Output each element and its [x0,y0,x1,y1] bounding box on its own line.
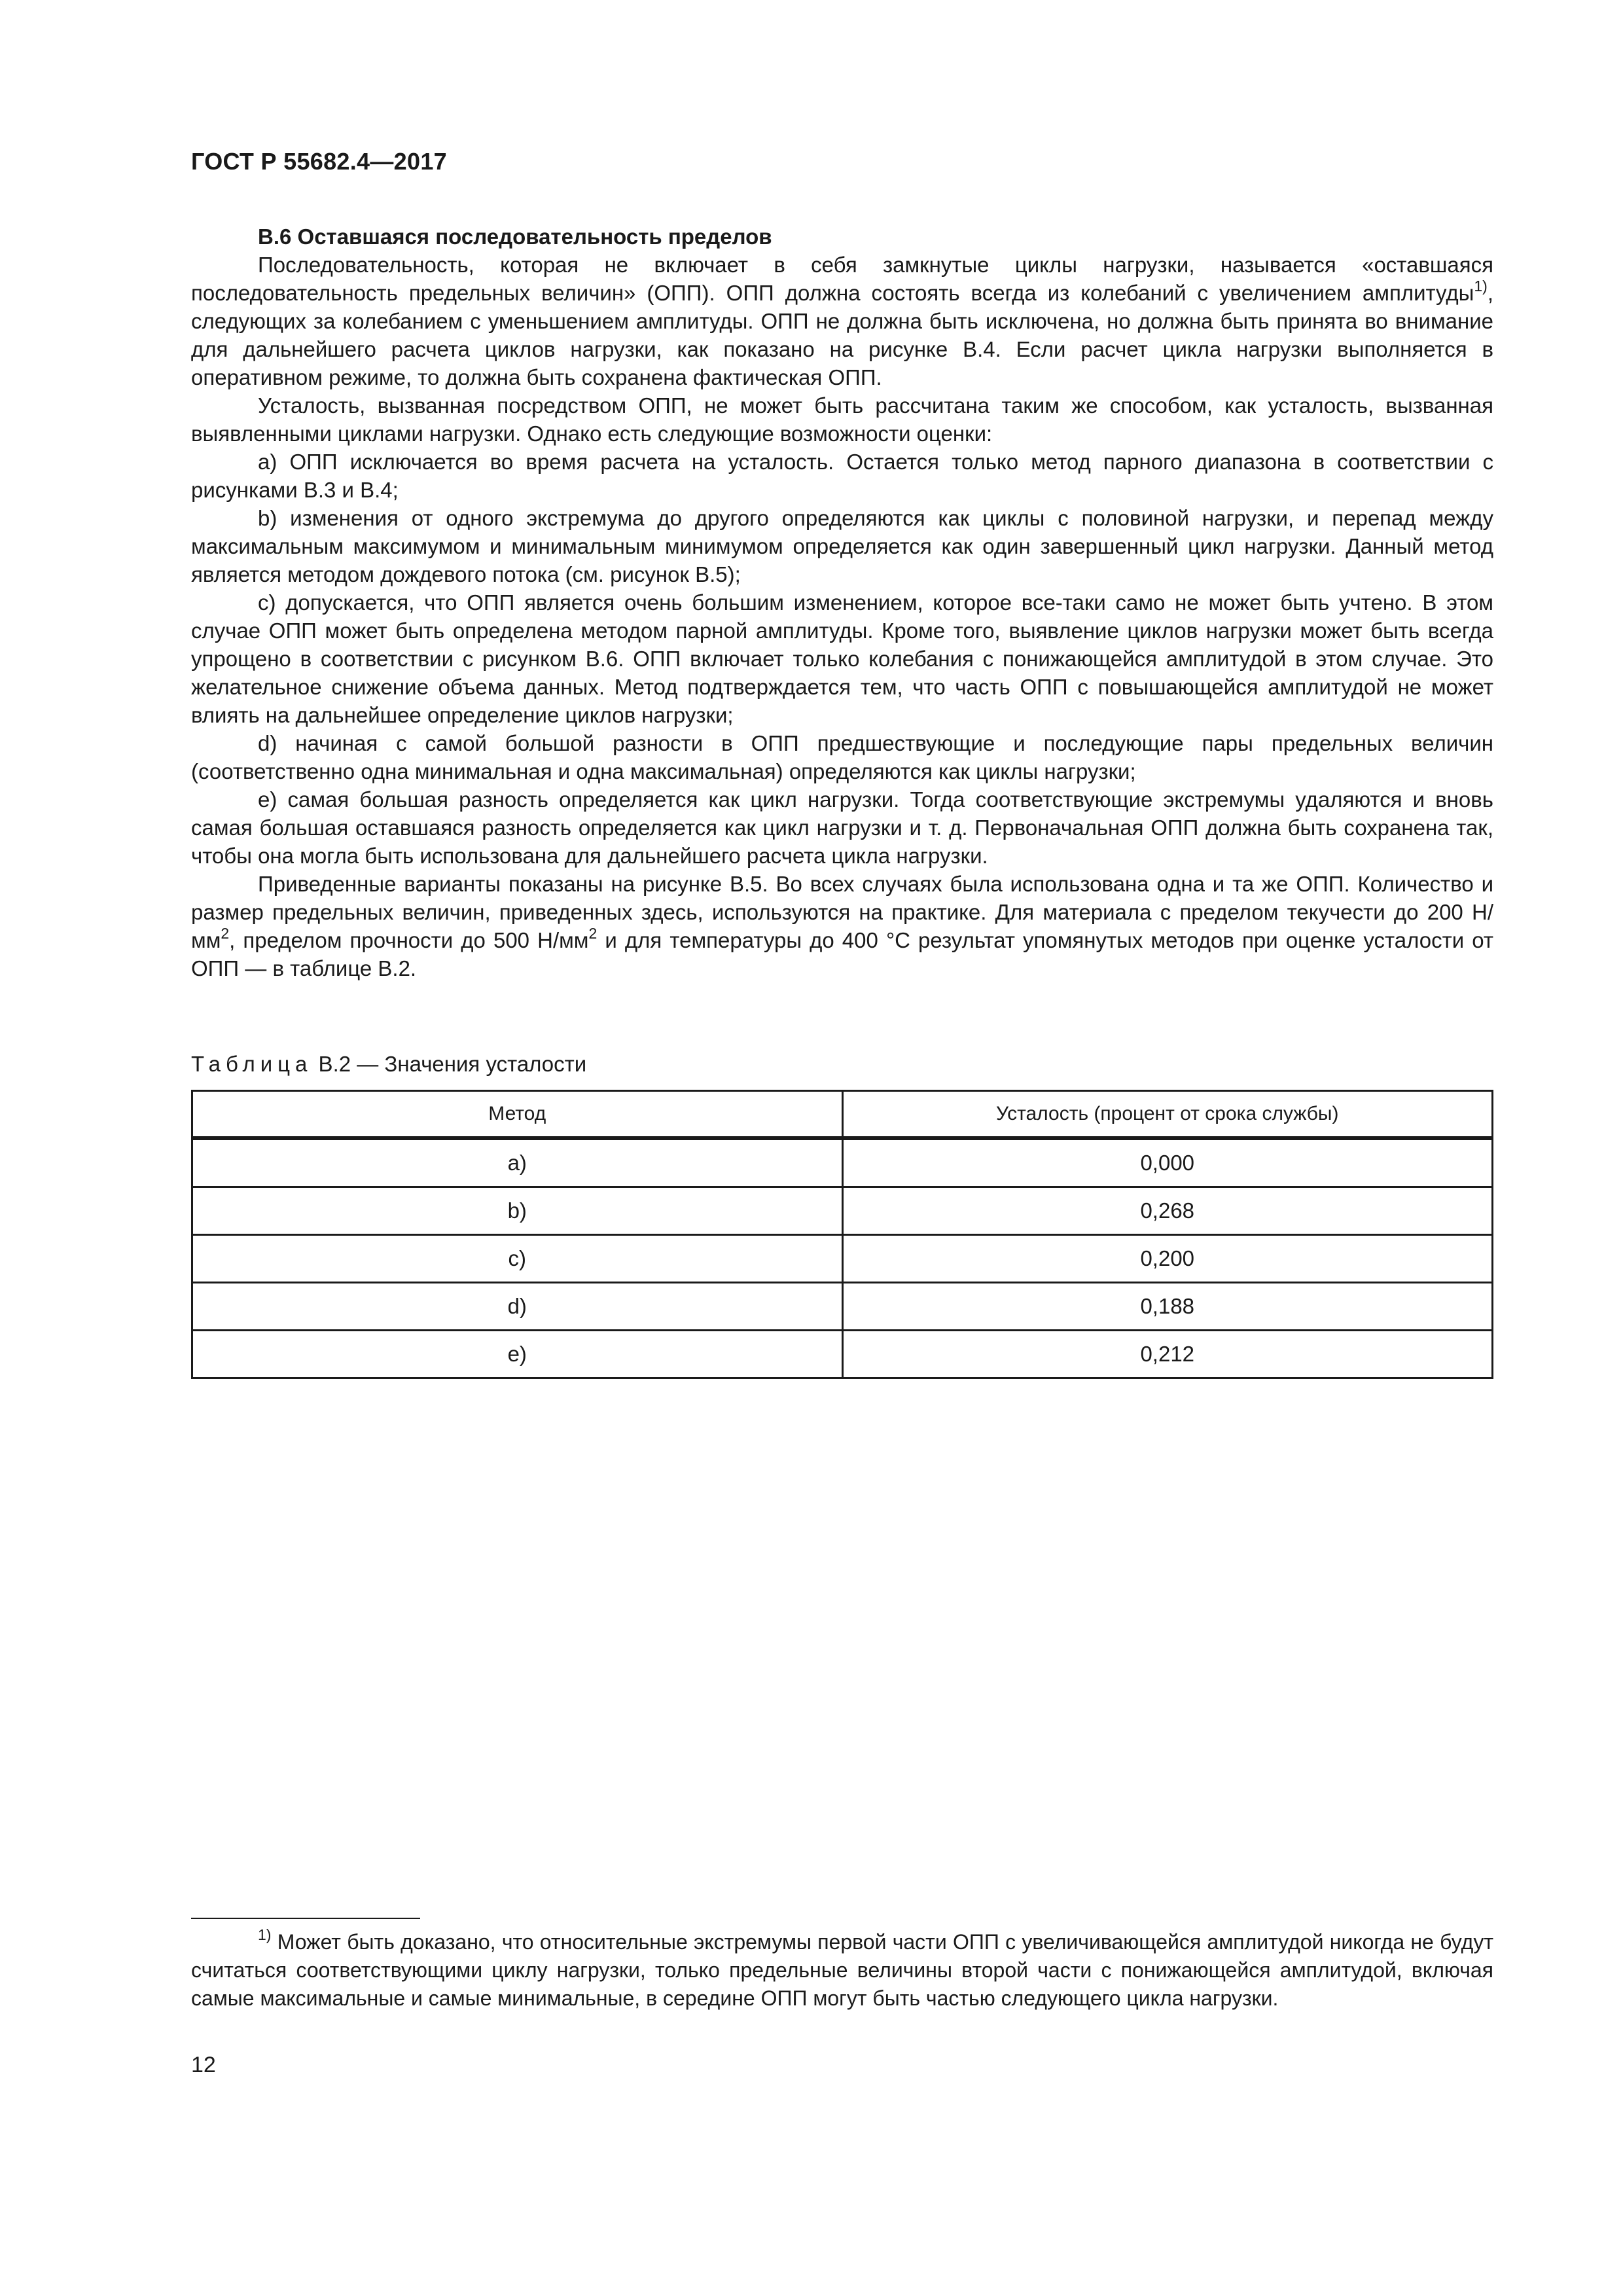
document-body [191,223,1493,982]
list-item-c: c) допускается, что ОПП является очень большим изменением, которое все-таки само не может быть учтено. В этом случае ОПП может быть определена методом парной амплитуды. Кроме того, выявление циклов нагрузки может быть всегда упрощено в соответствии с рисунком В.6. ОПП включает только колебания с понижающейся амплитудой в этом случае. Это желательное снижение объема данных. Метод подтверждается тем, что часть ОПП с повышающейся амплитудой не может влиять на дальнейшее определение циклов нагрузки; [191,590,1493,727]
paragraph-text: Приведенные варианты показаны на рисунке В.5. Во всех случаях была использована одна и та же ОПП. Количество и размер предельных величин, приведенных здесь, используются на практике. Для материала с пределом текучести до 200 Н/мм [191,872,1493,952]
cell-fatigue: 0,000 [842,1138,1493,1187]
page-number: 12 [191,2053,216,2077]
cell-fatigue: 0,268 [842,1187,1493,1235]
table-row [192,1235,1493,1283]
footnote-text: Может быть доказано, что относительные экстремумы первой части ОПП с увеличивающейся амплитудой никогда не будут считаться соответствующими циклу нагрузки, только предельные величины второй части с понижающейся амплитудой, включая самые максимальные и самые минимальные, в середине ОПП могут быть частью следующего цикла нагрузки. [191,1930,1493,2010]
cell-fatigue: 0,200 [842,1235,1493,1283]
table-row [192,1283,1493,1331]
cell-method: e) [192,1331,843,1378]
cell-method: b) [192,1187,843,1235]
table-row [192,1187,1493,1235]
cell-method: a) [192,1138,843,1187]
footnote-marker: 1) [258,1926,272,1944]
fatigue-table [191,1090,1493,1379]
cell-fatigue: 0,212 [842,1331,1493,1378]
table-row [192,1138,1493,1187]
paragraph-variants [191,870,1493,982]
paragraph-fatigue: Усталость, вызванная посредством ОПП, не может быть рассчитана таким же способом, как усталость, вызванная выявленными циклами нагрузки. Однако есть следующие возможности оценки: [191,393,1493,446]
footnote-divider [191,1918,420,1919]
cell-method: c) [192,1235,843,1283]
superscript: 2 [221,925,230,942]
list-item-b: b) изменения от одного экстремума до другого определяются как циклы с половиной нагрузки, и перепад между максимальным максимумом и минимальным минимумом определяется как один завершенный цикл нагрузки. Данный метод является методом дождевого потока (см. рисунок В.5); [191,506,1493,586]
footnote [191,1928,1493,2013]
superscript: 2 [588,925,597,942]
table-caption-text: В.2 — Значения усталости [312,1052,587,1076]
table-header-row [192,1091,1493,1139]
paragraph-text: Последовательность, которая не включает в себя замкнутые циклы нагрузки, называется «оставшаяся последовательность предельных величин» (ОПП). ОПП должна состоять всегда из колебаний с увеличением амплитуды [191,253,1493,305]
cell-method: d) [192,1283,843,1331]
footnote-reference: 1) [1474,278,1488,295]
paragraph-text: , пределом прочности до 500 Н/мм [229,928,589,952]
footnote-paragraph [191,1928,1493,2013]
column-header-fatigue: Усталость (процент от срока службы) [842,1091,1493,1139]
table-caption [191,1050,586,1078]
column-header-method: Метод [192,1091,843,1139]
table-row [192,1331,1493,1378]
paragraph-text: и для температуры до 400 °С результат упомянутых методов при оценке усталости от ОПП — в таблице В.2. [191,928,1493,980]
paragraph-opp-definition [191,251,1493,391]
table-caption-label: Таблица [191,1052,313,1076]
list-item-a: a) ОПП исключается во время расчета на усталость. Остается только метод парного диапазона в соответствии с рисунками В.3 и В.4; [191,450,1493,502]
section-title: В.6 Оставшаяся последовательность пределов [258,224,772,249]
paragraph-text: , следующих за колебанием с уменьшением амплитуды. ОПП не должна быть исключена, но должна быть принята во внимание для дальнейшего расчета циклов нагрузки, как показано на рисунке В.4. Если расчет цикла нагрузки выполняется в оперативном режиме, то должна быть сохранена фактическая ОПП. [191,281,1493,389]
list-item-d: d) начиная с самой большой разности в ОПП предшествующие и последующие пары предельных величин (соответственно одна минимальная и одна максимальная) определяются как циклы нагрузки; [191,731,1493,783]
list-item-e: e) самая большая разность определяется как цикл нагрузки. Тогда соответствующие экстремумы удаляются и вновь самая большая оставшаяся разность определяется как цикл нагрузки и т. д. Первоначальная ОПП должна быть сохранена так, чтобы она могла быть использована для дальнейшего расчета цикла нагрузки. [191,787,1493,868]
document-code-header: ГОСТ Р 55682.4—2017 [191,148,447,175]
cell-fatigue: 0,188 [842,1283,1493,1331]
